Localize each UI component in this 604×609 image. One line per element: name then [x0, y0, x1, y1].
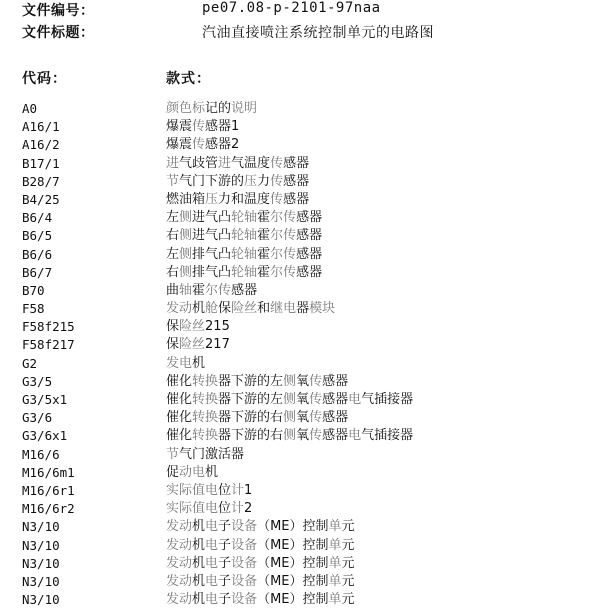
- description-segment: 发动: [166, 537, 193, 553]
- description-segment: 爆震: [166, 119, 193, 135]
- description-segment: 电: [205, 573, 219, 589]
- description-segment: 传: [270, 155, 284, 171]
- component-description: [166, 155, 309, 173]
- description-segment: 气门激活器: [179, 446, 245, 462]
- description-segment: 压: [244, 173, 258, 189]
- component-code: B6/6: [22, 246, 53, 262]
- component-code: M16/6r2: [22, 501, 75, 517]
- description-segment: 侧: [283, 373, 297, 389]
- description-segment: 设备: [231, 519, 258, 535]
- description-segment: 元: [341, 573, 355, 589]
- description-segment: 发动: [166, 301, 193, 317]
- component-description: [166, 209, 322, 227]
- description-segment: 转换: [192, 392, 219, 407]
- description-segment: 霍: [257, 228, 271, 244]
- description-segment: 轮轴: [231, 210, 258, 226]
- component-code: B17/1: [22, 155, 60, 171]
- list-item: [0, 373, 604, 391]
- description-segment: 气凸: [205, 228, 232, 244]
- description-segment: 单: [328, 537, 342, 553]
- description-segment: 进: [192, 228, 206, 244]
- list-item: [0, 227, 604, 245]
- description-segment: 侧: [179, 228, 193, 244]
- component-code: B70: [22, 282, 45, 298]
- description-segment: 险丝: [179, 337, 206, 353]
- description-segment: 发动: [166, 555, 193, 571]
- description-segment: 记: [205, 101, 219, 116]
- list-item: [0, 591, 604, 609]
- description-segment: 实际值电: [166, 482, 219, 498]
- description-segment: 感器: [296, 210, 323, 226]
- component-description: [166, 191, 309, 209]
- description-segment: 215: [205, 319, 230, 335]
- list-item: [0, 391, 604, 409]
- description-segment: 催化: [166, 410, 193, 426]
- description-segment: 发电: [166, 355, 193, 371]
- component-description: [166, 118, 239, 136]
- description-segment: 节: [166, 173, 180, 189]
- description-segment: 器下游的右: [218, 410, 284, 426]
- component-description: [166, 136, 239, 154]
- description-segment: 感器: [322, 410, 349, 426]
- component-description: [166, 173, 309, 191]
- description-segment: 感器: [296, 264, 323, 280]
- component-description: [166, 264, 322, 282]
- description-segment: （ME）控制: [257, 519, 329, 535]
- list-item: [0, 336, 604, 354]
- description-segment: 单: [328, 519, 342, 535]
- description-segment: 感器: [296, 246, 323, 262]
- component-description: [166, 391, 413, 409]
- component-description: [166, 318, 230, 336]
- component-code: G3/6: [22, 410, 53, 426]
- list-item: [0, 537, 604, 555]
- description-segment: 机: [192, 592, 206, 608]
- description-segment: 右: [166, 228, 180, 244]
- description-segment: 元: [341, 592, 355, 608]
- list-item: [0, 446, 604, 464]
- description-segment: （ME）控制: [257, 537, 329, 553]
- description-segment: 机: [192, 573, 206, 589]
- component-description: [166, 100, 257, 118]
- description-segment: 感器: [322, 392, 349, 407]
- description-segment: 感器: [322, 428, 349, 444]
- description-segment: 1: [244, 482, 253, 498]
- description-segment: 气凸: [205, 210, 232, 226]
- description-segment: 位: [218, 482, 232, 498]
- description-segment: 右: [166, 264, 180, 280]
- description-segment: 子: [218, 537, 232, 553]
- description-segment: 机: [192, 519, 206, 535]
- description-segment: 爆震: [166, 137, 193, 153]
- description-segment: 电: [205, 537, 219, 553]
- description-segment: （ME）控制: [257, 573, 329, 589]
- component-code: B6/4: [22, 210, 53, 226]
- description-segment: 传: [283, 264, 297, 280]
- description-segment: 发动: [166, 592, 193, 608]
- description-segment: 器下游的左: [218, 392, 284, 407]
- description-segment: 子: [218, 592, 232, 608]
- component-description: [166, 464, 218, 482]
- description-segment: 单: [328, 555, 342, 571]
- description-segment: 机: [192, 555, 206, 571]
- description-segment: 侧: [283, 428, 297, 444]
- description-segment: 节: [166, 446, 180, 462]
- description-segment: 力: [257, 173, 271, 189]
- list-item: [0, 100, 604, 118]
- component-list: [0, 100, 604, 609]
- component-code: F58f215: [22, 319, 75, 335]
- description-segment: 设备: [231, 537, 258, 553]
- component-description: [166, 446, 244, 464]
- list-item: [0, 482, 604, 500]
- description-segment: 传: [309, 428, 323, 444]
- description-segment: 电: [348, 428, 362, 444]
- component-description: [166, 573, 355, 591]
- component-code: G3/5x1: [22, 392, 68, 407]
- list-item: [0, 264, 604, 282]
- description-segment: 感器1: [205, 119, 240, 135]
- description-segment: 的: [218, 101, 232, 116]
- description-segment: 尔: [270, 210, 284, 226]
- description-segment: 尔: [270, 246, 284, 262]
- description-segment: 侧: [179, 264, 193, 280]
- description-segment: 力和温度: [218, 191, 271, 207]
- description-segment: 霍: [257, 246, 271, 262]
- description-segment: 进: [192, 210, 206, 226]
- description-segment: 排气凸: [192, 264, 232, 280]
- component-description: [166, 282, 257, 300]
- description-segment: 位: [218, 501, 232, 517]
- description-segment: 子: [218, 555, 232, 571]
- component-code: M16/6: [22, 446, 60, 462]
- description-segment: 舱: [205, 301, 219, 317]
- description-segment: 设备: [231, 573, 258, 589]
- component-code: G3/6x1: [22, 428, 68, 444]
- description-segment: 单: [328, 592, 342, 608]
- description-segment: 传: [270, 173, 284, 189]
- description-segment: 感器: [283, 155, 310, 171]
- description-segment: 霍: [257, 210, 271, 226]
- description-segment: 轮轴: [231, 264, 258, 280]
- component-code: N3/10: [22, 573, 60, 589]
- component-code: N3/10: [22, 519, 60, 535]
- description-segment: 机: [192, 301, 206, 317]
- description-segment: 霍: [192, 282, 206, 298]
- description-segment: 感器: [322, 373, 349, 389]
- description-segment: 传: [283, 228, 297, 244]
- component-description: [166, 427, 413, 445]
- description-segment: 氧: [296, 392, 310, 407]
- list-item: [0, 282, 604, 300]
- description-segment: 元: [341, 537, 355, 553]
- component-description: [166, 227, 322, 245]
- code-column-header: 代码：: [22, 71, 67, 87]
- description-segment: （ME）控制: [257, 555, 329, 571]
- list-item: [0, 155, 604, 173]
- description-segment: 曲: [166, 282, 180, 298]
- description-segment: 侧: [179, 210, 193, 226]
- description-segment: 进: [218, 155, 232, 171]
- description-segment: 保: [166, 337, 180, 353]
- list-item: [0, 427, 604, 445]
- description-segment: 2: [244, 501, 253, 517]
- description-segment: 压: [205, 191, 219, 207]
- description-column-header: 款式：: [166, 71, 211, 87]
- description-segment: 催化: [166, 392, 193, 407]
- description-segment: 左: [166, 246, 180, 262]
- list-item: [0, 555, 604, 573]
- description-segment: 机: [192, 355, 206, 371]
- description-segment: 催化: [166, 373, 193, 389]
- description-segment: 进: [166, 155, 180, 171]
- description-segment: 器: [296, 301, 310, 317]
- description-segment: 感器2: [205, 137, 240, 153]
- description-segment: 排气凸: [192, 246, 232, 262]
- list-item: [0, 318, 604, 336]
- description-segment: 电: [205, 555, 219, 571]
- description-segment: 氧: [296, 428, 310, 444]
- component-description: [166, 246, 322, 264]
- description-segment: 和: [257, 301, 271, 317]
- description-segment: 设备: [231, 592, 258, 608]
- description-segment: 子: [218, 519, 232, 535]
- description-segment: 侧: [283, 410, 297, 426]
- description-segment: 霍: [257, 264, 271, 280]
- component-code: M16/6r1: [22, 482, 75, 498]
- description-segment: 传: [283, 210, 297, 226]
- component-code: F58f217: [22, 337, 75, 353]
- list-item: [0, 518, 604, 536]
- description-segment: 轮轴: [231, 228, 258, 244]
- description-segment: 转换: [192, 410, 219, 426]
- component-code: B28/7: [22, 173, 60, 189]
- component-code: N3/10: [22, 555, 60, 571]
- description-segment: 传: [309, 392, 323, 407]
- component-code: F58: [22, 301, 45, 317]
- description-segment: 感器: [283, 191, 310, 207]
- list-item: [0, 409, 604, 427]
- description-segment: 实际值电: [166, 501, 219, 517]
- description-segment: 机: [205, 464, 219, 480]
- description-segment: 说明: [231, 101, 258, 116]
- description-segment: 单: [328, 573, 342, 589]
- list-item: [0, 355, 604, 373]
- component-description: [166, 518, 355, 536]
- description-segment: 气插接器: [361, 428, 414, 444]
- description-segment: 侧: [283, 392, 297, 407]
- description-segment: 计: [231, 482, 245, 498]
- description-segment: 颜色标: [166, 101, 206, 116]
- description-segment: 气歧管: [179, 155, 219, 171]
- component-code: N3/10: [22, 592, 60, 608]
- description-segment: 感器: [231, 282, 258, 298]
- description-segment: 动电: [179, 464, 206, 480]
- description-segment: 传: [192, 137, 206, 153]
- description-segment: 催化: [166, 428, 193, 444]
- description-segment: 尔传: [205, 282, 232, 298]
- description-segment: 发动: [166, 519, 193, 535]
- component-code: B6/5: [22, 228, 53, 244]
- description-segment: 传: [270, 191, 284, 207]
- description-segment: 传: [192, 119, 206, 135]
- description-segment: 电: [348, 392, 362, 407]
- list-item: [0, 118, 604, 136]
- description-segment: 发动: [166, 573, 193, 589]
- description-segment: 气插接器: [361, 392, 414, 407]
- file-title-label: 文件标题：: [22, 25, 95, 41]
- description-segment: 传: [309, 373, 323, 389]
- description-segment: 燃油箱: [166, 191, 206, 207]
- component-description: [166, 482, 252, 500]
- component-description: [166, 373, 348, 391]
- description-segment: 轴: [179, 282, 193, 298]
- component-code: B4/25: [22, 191, 60, 207]
- description-segment: 感器: [283, 173, 310, 189]
- description-segment: 感器: [296, 228, 323, 244]
- component-code: B6/7: [22, 264, 53, 280]
- component-description: [166, 409, 348, 427]
- description-segment: 模块: [309, 301, 336, 317]
- description-segment: 传: [283, 246, 297, 262]
- description-segment: 保: [218, 301, 232, 317]
- component-code: N3/10: [22, 537, 60, 553]
- description-segment: 侧: [179, 246, 193, 262]
- list-item: [0, 464, 604, 482]
- description-segment: 电: [205, 592, 219, 608]
- description-segment: 险丝: [231, 301, 258, 317]
- description-segment: 尔: [270, 228, 284, 244]
- description-segment: 计: [231, 501, 245, 517]
- component-code: A0: [22, 101, 38, 116]
- list-item: [0, 573, 604, 591]
- description-segment: 设备: [231, 555, 258, 571]
- component-description: [166, 591, 355, 609]
- component-code: A16/1: [22, 119, 60, 135]
- list-item: [0, 300, 604, 318]
- description-segment: 元: [341, 555, 355, 571]
- list-item: [0, 500, 604, 518]
- description-segment: 器下游的左: [218, 373, 284, 389]
- description-segment: 转换: [192, 373, 219, 389]
- file-number-label: 文件编号：: [22, 3, 95, 19]
- description-segment: 促: [166, 464, 180, 480]
- description-segment: 机: [192, 537, 206, 553]
- component-description: [166, 555, 355, 573]
- component-description: [166, 355, 205, 373]
- list-item: [0, 136, 604, 154]
- component-code: G2: [22, 355, 38, 371]
- file-title-value: 汽油直接喷注系统控制单元的电路图: [202, 25, 434, 41]
- description-segment: 元: [341, 519, 355, 535]
- description-segment: 器下游的右: [218, 428, 284, 444]
- description-segment: 传: [309, 410, 323, 426]
- description-segment: 保: [166, 319, 180, 335]
- description-segment: 轮轴: [231, 246, 258, 262]
- description-segment: 气温度: [231, 155, 271, 171]
- description-segment: （ME）控制: [257, 592, 329, 608]
- description-segment: 左: [166, 210, 180, 226]
- description-segment: 尔: [270, 264, 284, 280]
- component-description: [166, 336, 230, 354]
- component-code: M16/6m1: [22, 464, 75, 480]
- description-segment: 电: [205, 519, 219, 535]
- component-description: [166, 537, 355, 555]
- component-code: G3/5: [22, 373, 53, 389]
- list-item: [0, 209, 604, 227]
- list-item: [0, 246, 604, 264]
- component-description: [166, 300, 335, 318]
- description-segment: 氧: [296, 373, 310, 389]
- description-segment: 气门下游的: [179, 173, 245, 189]
- list-item: [0, 191, 604, 209]
- description-segment: 继电: [270, 301, 297, 317]
- description-segment: 转换: [192, 428, 219, 444]
- file-number-value: pe07.08-p-2101-97naa: [202, 0, 381, 16]
- description-segment: 氧: [296, 410, 310, 426]
- description-segment: 险丝: [179, 319, 206, 335]
- description-segment: 217: [205, 337, 230, 353]
- list-item: [0, 173, 604, 191]
- component-description: [166, 500, 252, 518]
- description-segment: 子: [218, 573, 232, 589]
- component-code: A16/2: [22, 137, 60, 153]
